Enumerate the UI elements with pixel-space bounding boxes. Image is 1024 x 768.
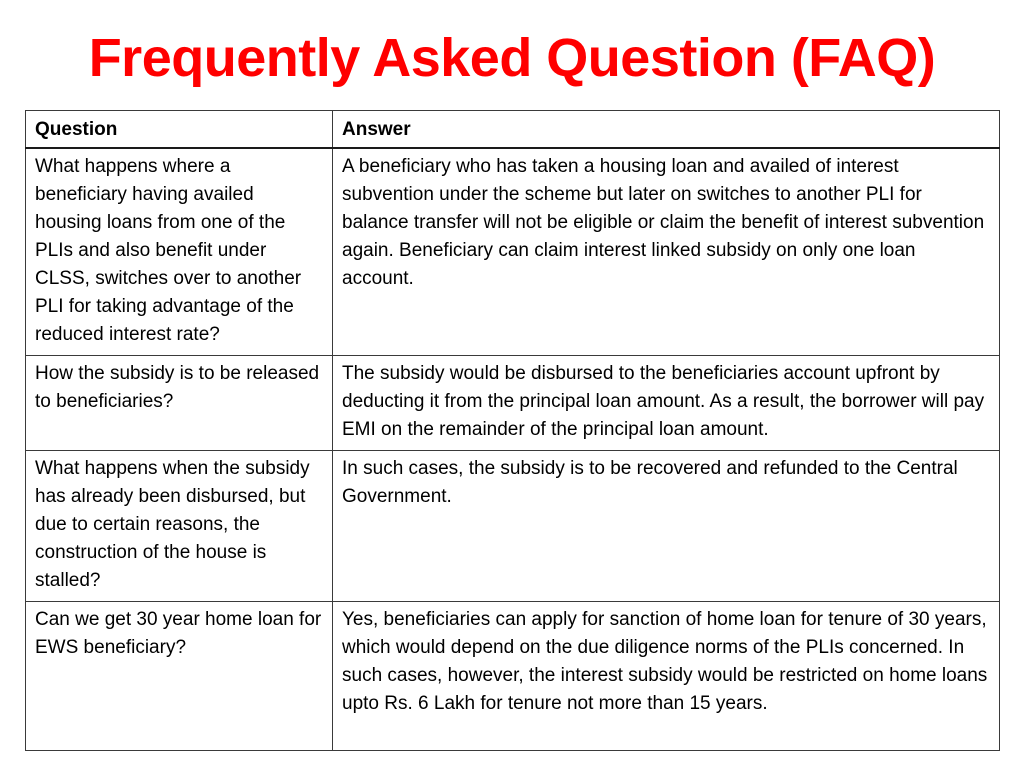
table-header-row — [26, 111, 1000, 149]
answer-cell: The subsidy would be disbursed to the beneficiaries account upfront by deducting it from the principal loan amount. As a result, the borrower will pay EMI on the remainder of the principal loan amount. — [333, 356, 1000, 451]
question-cell: What happens where a beneficiary having availed housing loans from one of the PLIs and also benefit under CLSS, switches over to another PLI for taking advantage of the reduced interest rate? — [26, 148, 333, 356]
table-row — [26, 356, 1000, 451]
question-cell: Can we get 30 year home loan for EWS beneficiary? — [26, 602, 333, 751]
answer-cell: A beneficiary who has taken a housing loan and availed of interest subvention under the scheme but later on switches to another PLI for balance transfer will not be eligible or claim the benefit of interest subvention again. Beneficiary can claim interest linked subsidy on only one loan account. — [333, 148, 1000, 356]
answer-cell: In such cases, the subsidy is to be recovered and refunded to the Central Government. — [333, 451, 1000, 602]
table-row — [26, 602, 1000, 751]
table-row — [26, 451, 1000, 602]
question-cell: What happens when the subsidy has already been disbursed, but due to certain reasons, the construction of the house is stalled? — [26, 451, 333, 602]
faq-table — [25, 110, 1000, 751]
question-cell: How the subsidy is to be released to beneficiaries? — [26, 356, 333, 451]
slide-title: Frequently Asked Question (FAQ) — [88, 28, 936, 88]
header-question: Question — [26, 111, 333, 149]
answer-cell: Yes, beneficiaries can apply for sanction of home loan for tenure of 30 years, which would depend on the due diligence norms of the PLIs concerned. In such cases, however, the interest subsidy would be restricted on home loans upto Rs. 6 Lakh for tenure not more than 15 years. — [333, 602, 1000, 751]
header-answer: Answer — [333, 111, 1000, 149]
table-row — [26, 148, 1000, 356]
